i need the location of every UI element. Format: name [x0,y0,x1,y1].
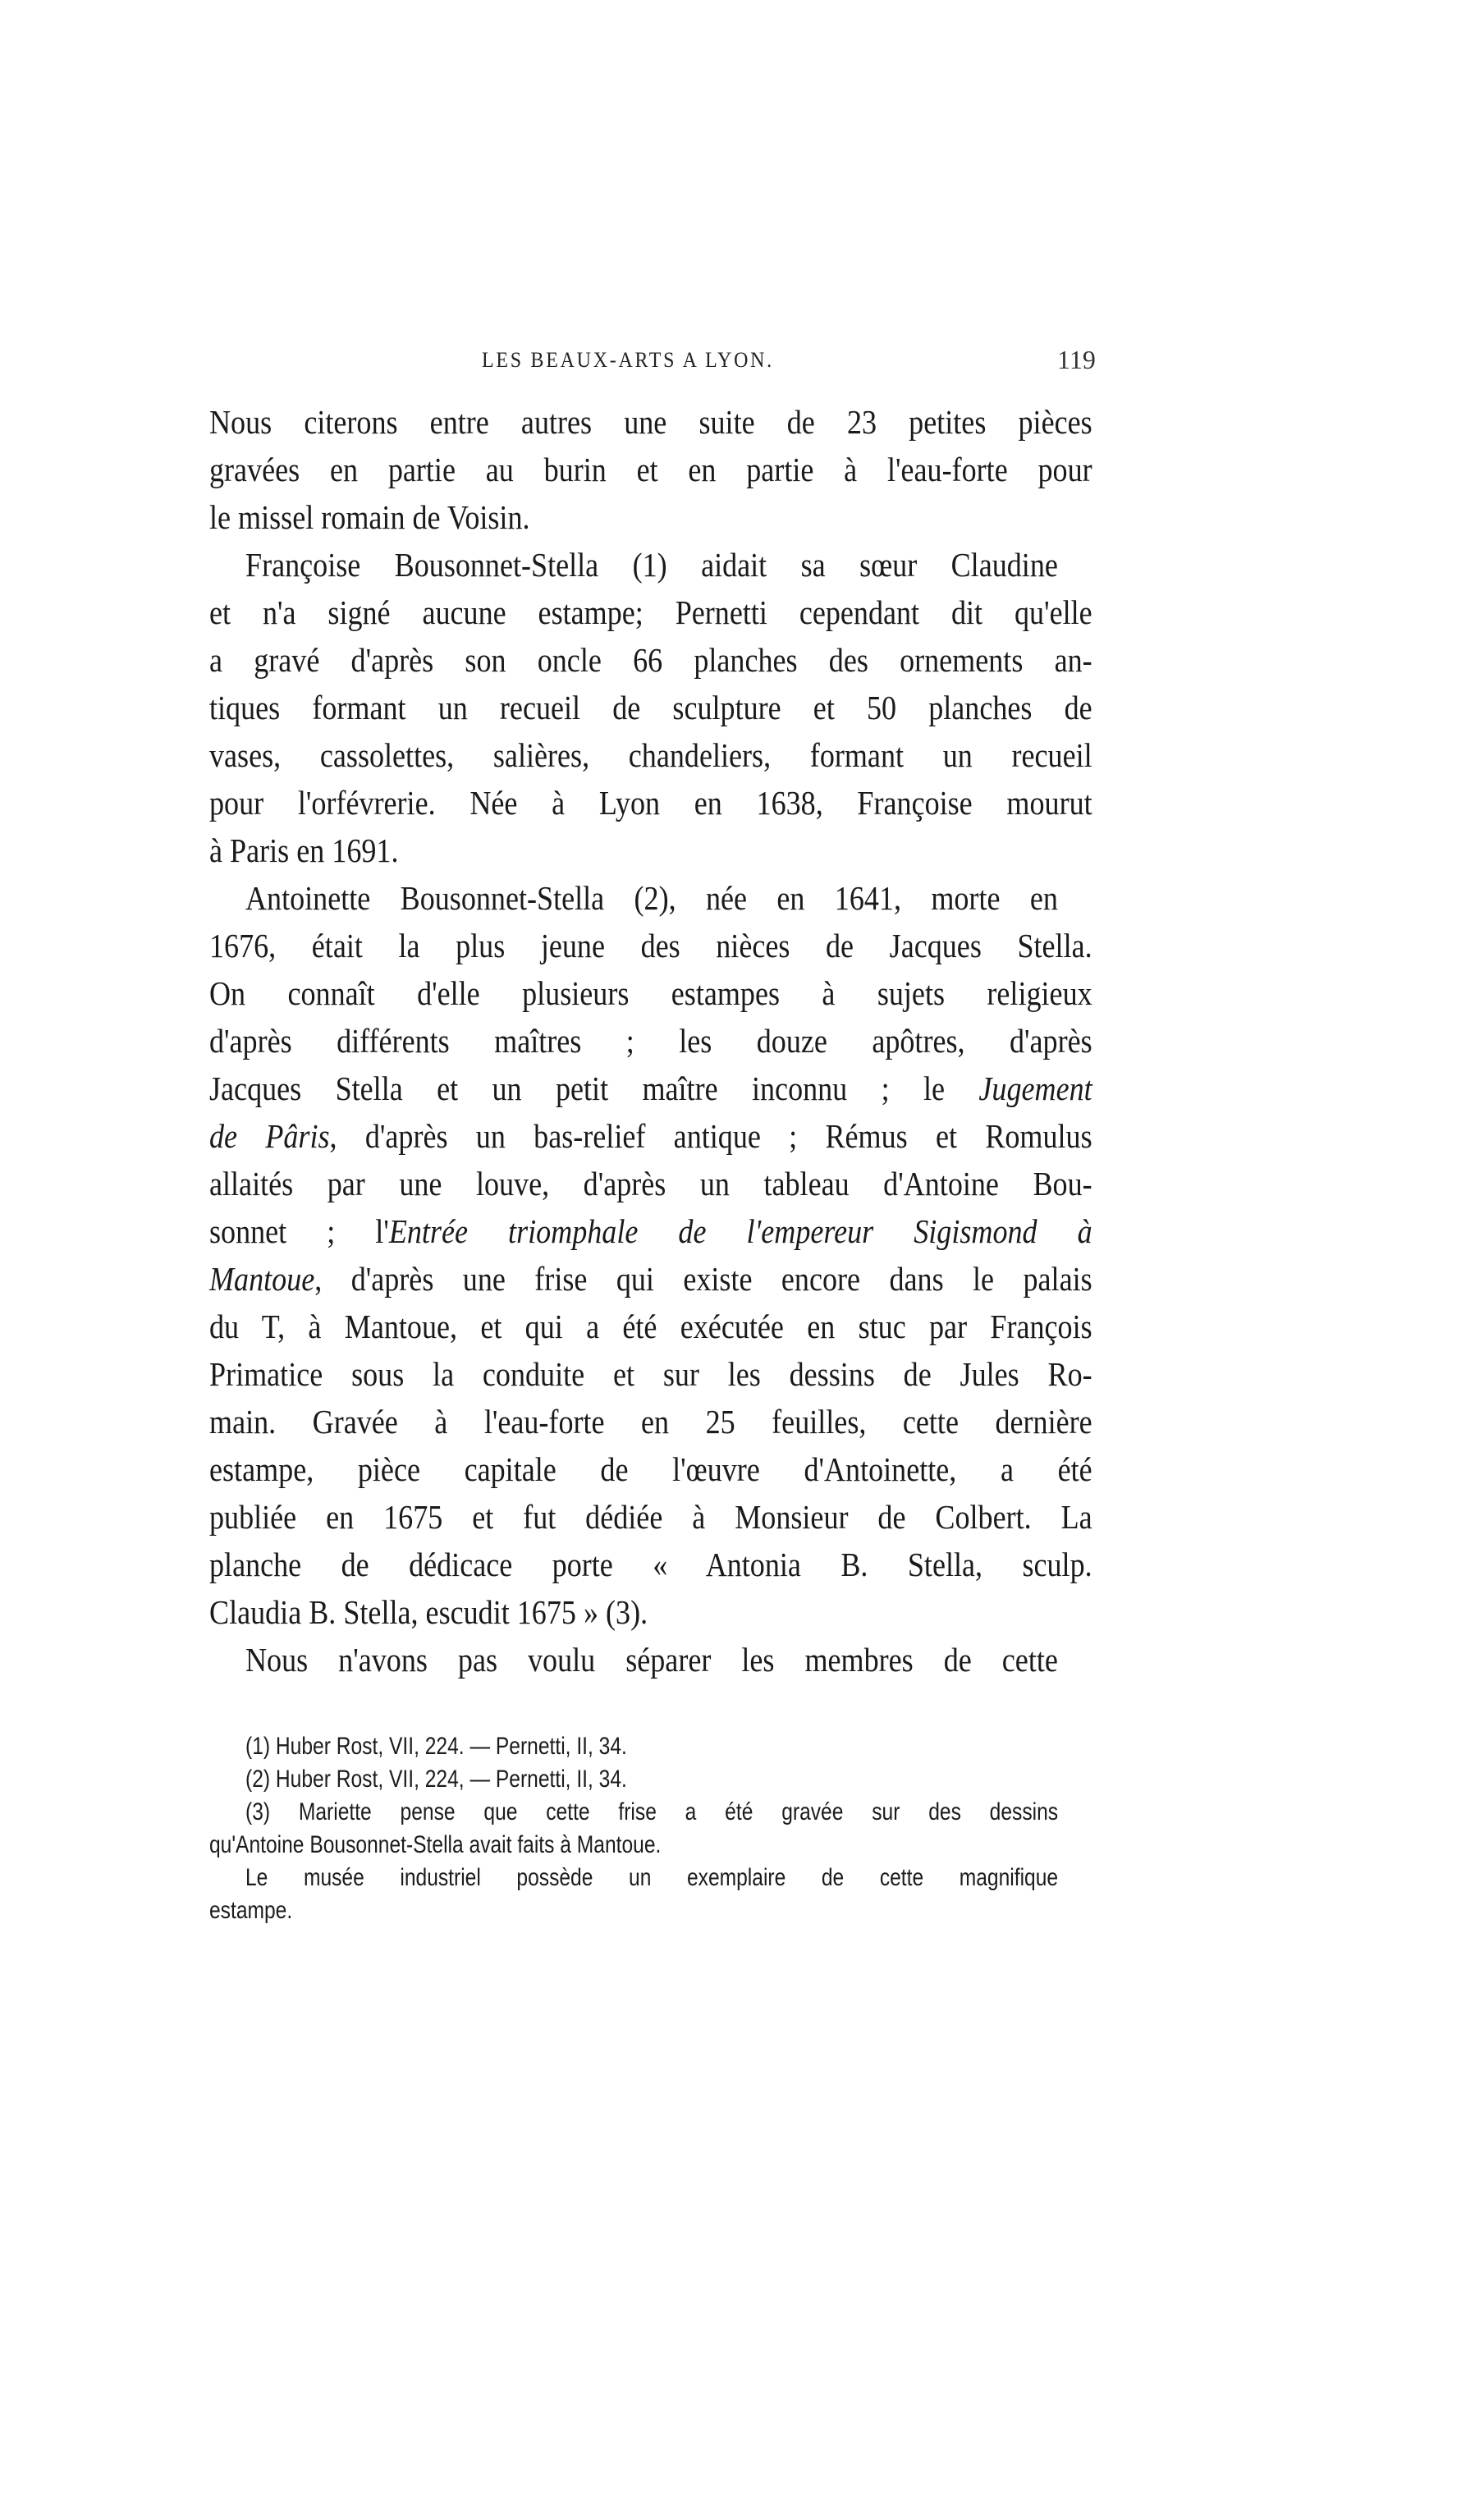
text-line: a gravé d'après son oncle 66 planches des ornements an- [209,641,1092,679]
text-line: et n'a signé aucune estampe; Pernetti cependant dit qu'elle [209,593,1092,631]
text-line: Claudia B. Stella, escudit 1675 » (3). [209,1593,648,1631]
text-line: vases, cassolettes, salières, chandeliers, formant un recueil [209,736,1092,774]
text-line: main. Gravée à l'eau-forte en 25 feuilles, cette dernière [209,1403,1092,1441]
text-line: Primatice sous la conduite et sur les dessins de Jules Ro- [209,1355,1092,1393]
footnote-1: (1) Huber Rost, VII, 224. — Pernetti, II, 34. [245,1733,627,1760]
page-number: 119 [1057,345,1096,374]
text-line: Nous n'avons pas voulu séparer les membres de cette [245,1641,1058,1679]
text-line: Françoise Bousonnet-Stella (1) aidait sa sœur Claudine [245,546,1058,584]
italic-title: Mantoue [209,1260,315,1298]
footnote-note-cont: estampe. [209,1897,293,1924]
footnote-2: (2) Huber Rost, VII, 224, — Pernetti, II, 34. [245,1766,627,1793]
text-line: à Paris en 1691. [209,831,399,869]
footnote-3-cont: qu'Antoine Bousonnet-Stella avait faits à Mantoue. [209,1831,662,1858]
running-head: LES BEAUX-ARTS A LYON. [482,348,774,372]
text-line: Nous citerons entre autres une suite de 23 petites pièces [209,403,1092,441]
text-line: le missel romain de Voisin. [209,498,530,536]
text-line: Antoinette Bousonnet-Stella (2), née en 1641, morte en [245,879,1058,917]
text-line: estampe, pièce capitale de l'œuvre d'Antoinette, a été [209,1450,1092,1488]
footnote-note: Le musée industriel possède un exemplaire de cette magnifique [245,1864,1059,1891]
text-line: pour l'orfévrerie. Née à Lyon en 1638, Françoise mourut [209,784,1092,822]
text-line: de Pâris, d'après un bas-relief antique ; Rémus et Romulus [209,1117,1092,1155]
text-line: publiée en 1675 et fut dédiée à Monsieur de Colbert. La [209,1498,1092,1536]
text-line: allaités par une louve, d'après un tableau d'Antoine Bou- [209,1165,1092,1202]
text-line: gravées en partie au burin et en partie à l'eau-forte pour [209,451,1092,488]
text-line: du T, à Mantoue, et qui a été exécutée en stuc par François [209,1308,1092,1345]
text-line: planche de dédicace porte « Antonia B. Stella, sculp. [209,1546,1092,1583]
italic-title: Entrée triomphale de l'empereur Sigismond à [388,1212,1092,1250]
text-line: Jacques Stella et un petit maître inconnu ; le Jugement [209,1070,1092,1107]
text-line: sonnet ; l'Entrée triomphale de l'empereur Sigismond à [209,1212,1092,1250]
italic-title: de Pâris [209,1117,330,1155]
text-line: d'après différents maîtres ; les douze apôtres, d'après [209,1022,1092,1060]
text-line: tiques formant un recueil de sculpture et 50 planches de [209,689,1092,726]
text-line: 1676, était la plus jeune des nièces de Jacques Stella. [209,927,1092,964]
italic-title: Jugement [978,1070,1092,1107]
main-text [209,398,1092,1683]
footnote-3: (3) Mariette pense que cette frise a été gravée sur des dessins [245,1798,1059,1825]
text-line: On connaît d'elle plusieurs estampes à sujets religieux [209,974,1092,1012]
text-line: Mantoue, d'après une frise qui existe encore dans le palais [209,1260,1092,1298]
footnotes [209,1730,1092,1927]
